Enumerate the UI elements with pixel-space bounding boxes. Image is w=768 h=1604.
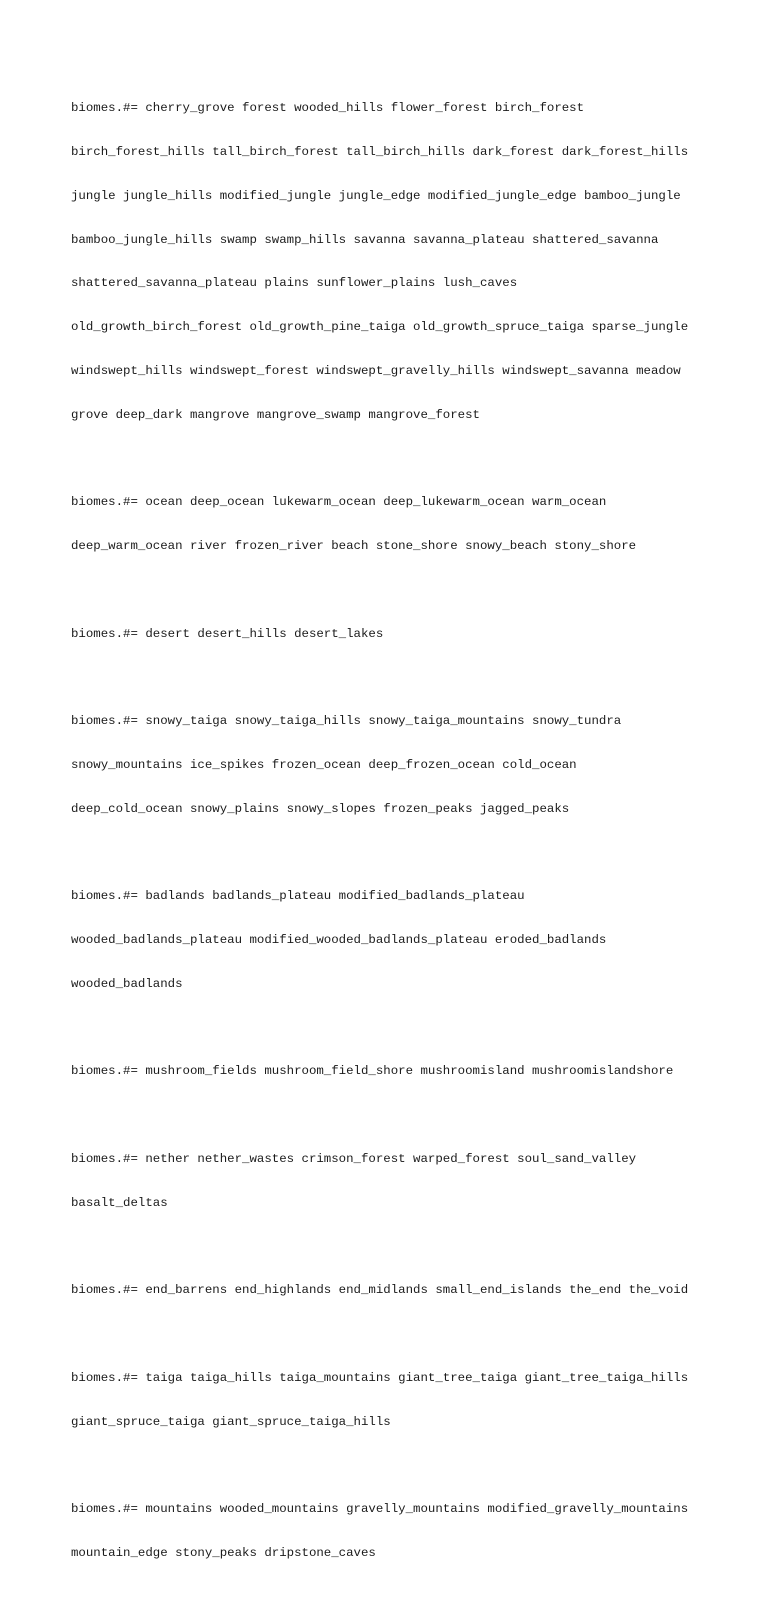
paragraph-mushroom-biomes: [71, 1035, 711, 1108]
text-line: biomes.#= cherry_grove forest wooded_hills flower_forest birch_forest: [71, 101, 585, 116]
paragraph-ocean-biomes: [71, 466, 711, 583]
text-line: wooded_badlands_plateau modified_wooded_badlands_plateau eroded_badlands: [71, 933, 607, 948]
text-line: biomes.#= nether nether_wastes crimson_forest warped_forest soul_sand_valley: [71, 1151, 637, 1166]
text-line: deep_warm_ocean river frozen_river beach stone_shore snowy_beach stony_shore: [71, 539, 637, 553]
text-line: biomes.#= taiga taiga_hills taiga_mountains giant_tree_taiga giant_tree_taiga_hills: [71, 1370, 689, 1385]
text-line: shattered_savanna_plateau plains sunflower_plains lush_caves: [71, 276, 518, 291]
text-line: biomes.#= end_barrens end_highlands end_midlands small_end_islands the_end the_void: [71, 1283, 689, 1298]
text-line: bamboo_jungle_hills swamp swamp_hills savanna savanna_plateau shattered_savanna: [71, 232, 659, 247]
text-line: basalt_deltas: [71, 1195, 168, 1210]
text-line: biomes.#= snowy_taiga snowy_taiga_hills snowy_taiga_mountains snowy_tundra: [71, 714, 622, 729]
paragraph-mountain-biomes: [71, 1473, 711, 1590]
paragraph-end-biomes: [71, 1254, 711, 1327]
text-line: snowy_mountains ice_spikes frozen_ocean deep_frozen_ocean cold_ocean: [71, 757, 577, 772]
text-line: deep_cold_ocean snowy_plains snowy_slopes frozen_peaks jagged_peaks: [71, 801, 570, 816]
text-line: jungle jungle_hills modified_jungle jungle_edge modified_jungle_edge bamboo_jungle: [71, 188, 681, 203]
document-page: [71, 72, 711, 1604]
paragraph-forest-biomes: [71, 72, 711, 451]
text-line: wooded_badlands: [71, 976, 183, 991]
text-line: biomes.#= ocean deep_ocean lukewarm_ocean deep_lukewarm_ocean warm_ocean: [71, 495, 607, 510]
text-line: biomes.#= mountains wooded_mountains gravelly_mountains modified_gravelly_mountains: [71, 1502, 689, 1517]
text-line: biomes.#= mushroom_fields mushroom_field_shore mushroomisland mushroomislandshore: [71, 1064, 674, 1079]
text-line: mountain_edge stony_peaks dripstone_caves: [71, 1545, 376, 1560]
text-line: birch_forest_hills tall_birch_forest tall_birch_hills dark_forest dark_forest_hills: [71, 144, 689, 159]
paragraph-desert-biomes: [71, 597, 711, 670]
text-line: grove deep_dark mangrove mangrove_swamp mangrove_forest: [71, 407, 480, 422]
paragraph-badlands-biomes: [71, 860, 711, 1021]
text-line: old_growth_birch_forest old_growth_pine_taiga old_growth_spruce_taiga sparse_jungle: [71, 320, 689, 335]
text-line: giant_spruce_taiga giant_spruce_taiga_hills: [71, 1414, 391, 1429]
paragraph-snowy-biomes: [71, 685, 711, 846]
text-line: windswept_hills windswept_forest windswept_gravelly_hills windswept_savanna meadow: [71, 363, 681, 378]
paragraph-taiga-biomes: [71, 1342, 711, 1459]
paragraph-nether-biomes: [71, 1123, 711, 1240]
text-line: biomes.#= desert desert_hills desert_lakes: [71, 626, 384, 641]
text-line: biomes.#= badlands badlands_plateau modified_badlands_plateau: [71, 889, 525, 904]
